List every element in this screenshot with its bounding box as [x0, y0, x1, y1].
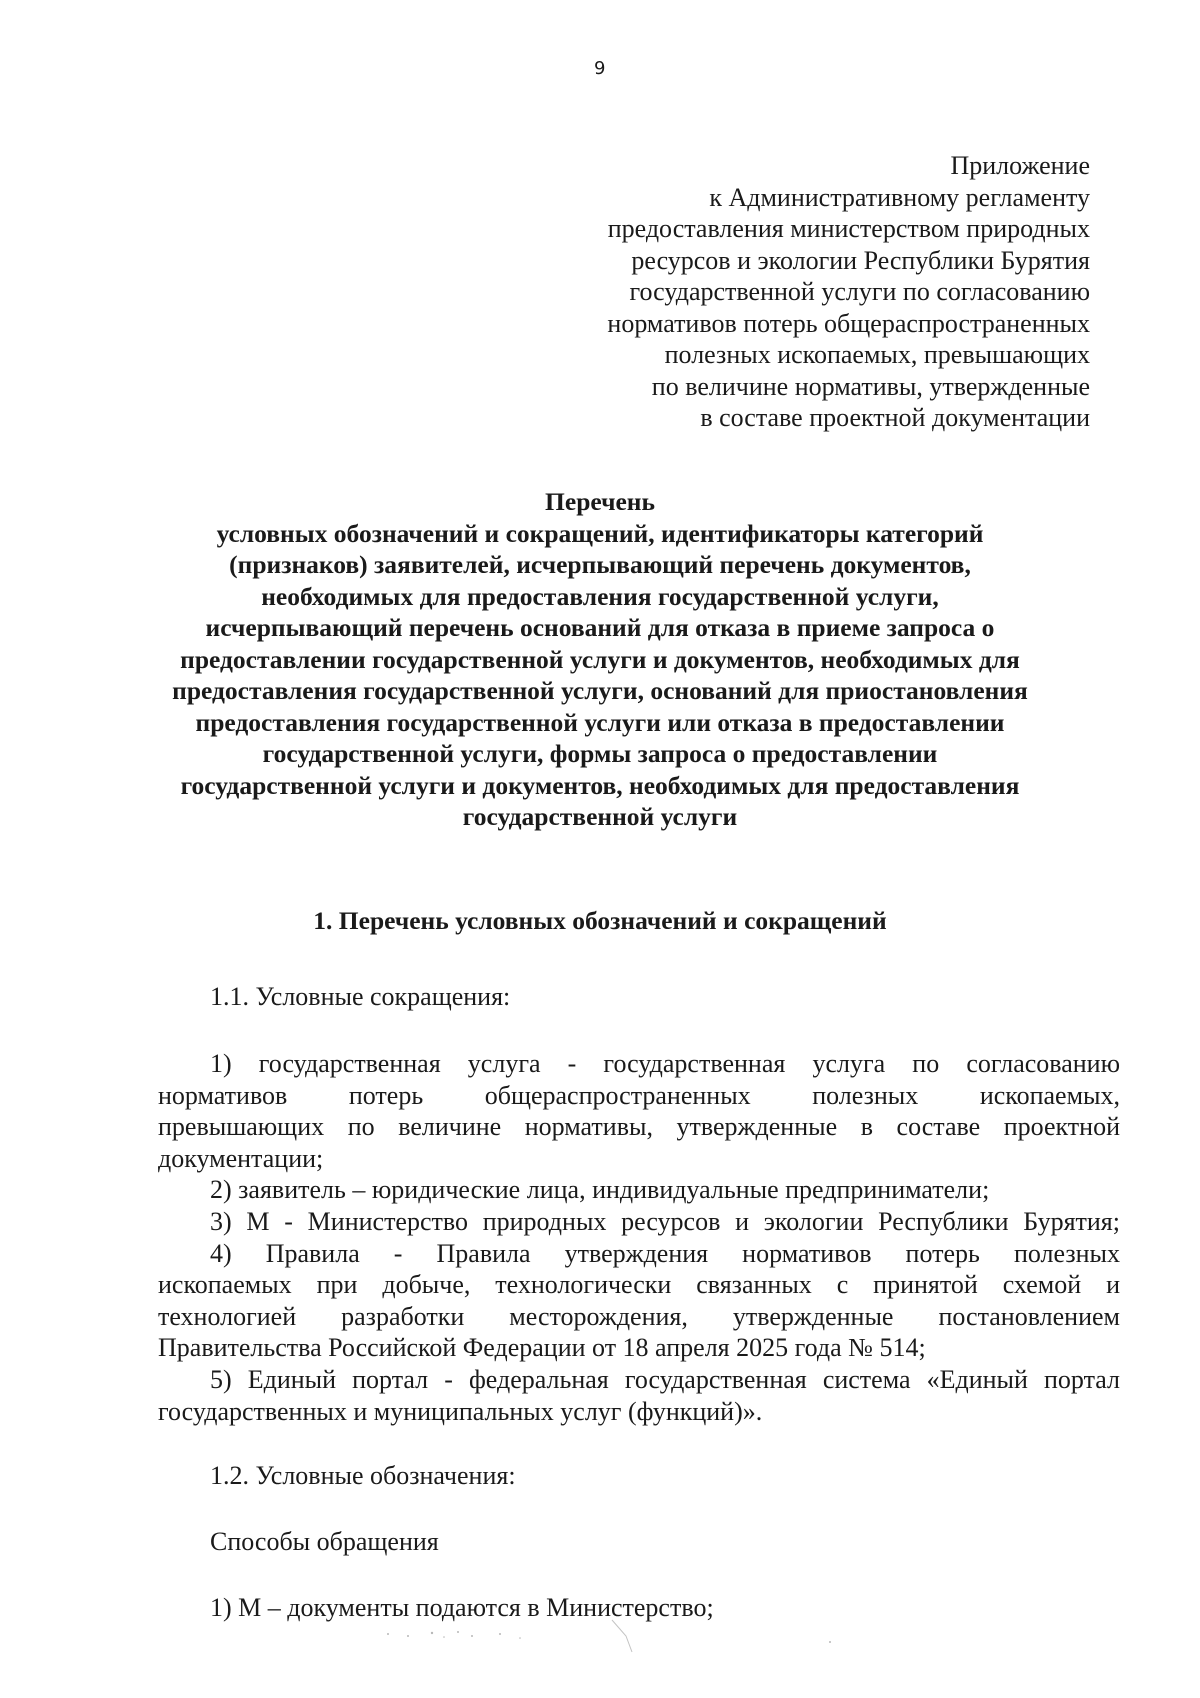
list-item-line: документации; — [158, 1143, 324, 1173]
title-line: государственной услуги и документов, необходимых для предоставления — [180, 770, 1020, 800]
appendix-line: к Административному регламенту — [709, 182, 1090, 212]
list-item-line: 4) Правила - Правила утверждения нормативов потерь полезных — [210, 1238, 1120, 1268]
section-heading: 1. Перечень условных обозначений и сокращений — [313, 906, 887, 935]
appendix-line: государственной услуги по согласованию — [629, 277, 1090, 306]
scan-artifact — [380, 1612, 880, 1662]
title-line: предоставления государственной услуги, оснований для приостановления — [172, 676, 1028, 705]
appendix-line: по величине нормативы, утвержденные — [651, 371, 1090, 401]
subsection-heading: 1.1. Условные сокращения: — [210, 982, 511, 1011]
appendix-line: полезных ископаемых, превышающих — [664, 340, 1090, 369]
list-item-line: нормативов потерь общераспространенных полезных ископаемых, — [158, 1080, 1120, 1110]
title-line: Перечень — [545, 487, 655, 516]
appendix-line: Приложение — [950, 151, 1090, 180]
title-line: предоставления государственной услуги или отказа в предоставлении — [195, 707, 1005, 737]
page-number: 9 — [594, 58, 606, 79]
title-line: исчерпывающий перечень оснований для отказа в приеме запроса о — [205, 613, 995, 642]
appendix-line: ресурсов и экологии Республики Бурятия — [631, 245, 1090, 275]
list-item-line: 1) государственная услуга - государственная услуга по согласованию — [210, 1049, 1120, 1078]
list-item: 2) заявитель – юридические лица, индивидуальные предприниматели; — [210, 1175, 990, 1205]
title-line: предоставлении государственной услуги и документов, необходимых для — [180, 644, 1020, 674]
appendix-line: нормативов потерь общераспространенных — [607, 308, 1090, 338]
appendix-line: в составе проектной документации — [700, 403, 1090, 432]
appendix-header — [530, 150, 1090, 434]
ways-heading: Способы обращения — [210, 1527, 439, 1556]
document-title — [140, 486, 1060, 833]
way-item: 1) М – документы подаются в Министерство; — [210, 1593, 714, 1622]
list-item-line: государственных и муниципальных услуг (функций)». — [158, 1396, 763, 1426]
subsection-heading: 1.2. Условные обозначения: — [210, 1461, 516, 1490]
list-item-line: 5) Единый портал - федеральная государственная система «Единый портал — [210, 1364, 1120, 1394]
title-line: (признаков) заявителей, исчерпывающий перечень документов, — [229, 550, 971, 579]
list-item-line: технологией разработки месторождения, утвержденные постановлением — [158, 1301, 1120, 1331]
title-line: государственной услуги, формы запроса о предоставлении — [262, 739, 938, 768]
title-line: условных обозначений и сокращений, идентификаторы категорий — [216, 518, 984, 548]
list-item-line: превышающих по величине нормативы, утвержденные в составе проектной — [158, 1112, 1120, 1142]
list-item-line: ископаемых при добыче, технологически связанных с принятой схемой и — [158, 1270, 1120, 1300]
abbreviations-list — [158, 1048, 1120, 1427]
title-line: необходимых для предоставления государственной услуги, — [261, 581, 939, 611]
appendix-line: предоставления министерством природных — [607, 214, 1090, 243]
list-item: 3) М - Министерство природных ресурсов и экологии Республики Бурятия; — [210, 1206, 1120, 1236]
title-line: государственной услуги — [462, 802, 738, 831]
list-item-line: Правительства Российской Федерации от 18 апреля 2025 года № 514; — [158, 1333, 926, 1363]
